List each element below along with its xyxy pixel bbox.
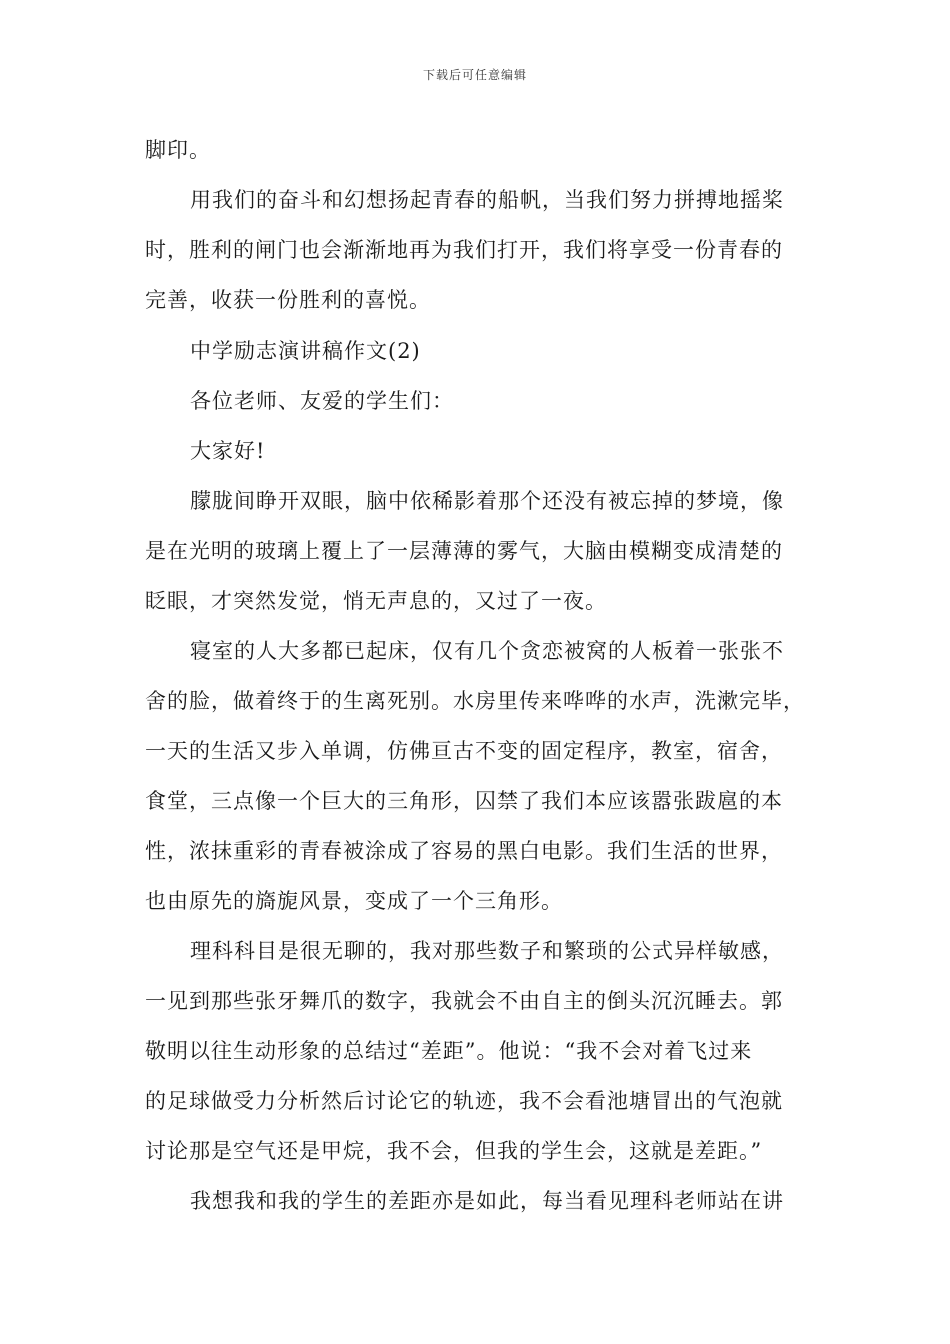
text-line: 一见到那些张牙舞爪的数字，我就会不由自主的倒头沉沉睡去。郭	[145, 989, 783, 1013]
text-line: 食堂，三点像一个巨大的三角形，囚禁了我们本应该嚣张跋扈的本	[145, 789, 783, 813]
text-line: 是在光明的玻璃上覆上了一层薄薄的雾气，大脑由模糊变成清楚的	[145, 539, 783, 563]
text-line: 讨论那是空气还是甲烷，我不会，但我的学生会，这就是差距。”	[145, 1139, 763, 1163]
page-header: 下载后可任意编辑	[422, 68, 527, 82]
text-line: 脚印。	[145, 138, 211, 162]
text-line: 寝室的人大多都已起床，仅有几个贪恋被窝的人板着一张张不	[190, 639, 784, 663]
text-line: 我想我和我的学生的差距亦是如此，每当看见理科老师站在讲	[190, 1189, 784, 1213]
text-line: 一天的生活又步入单调，仿佛亘古不变的固定程序，教室，宿舍，	[145, 739, 783, 763]
text-line: 的足球做受力分析然后讨论它的轨迹，我不会看池塘冒出的气泡就	[145, 1089, 783, 1113]
text-line: 用我们的奋斗和幻想扬起青春的船帆，当我们努力拼搏地摇桨	[190, 188, 784, 212]
text-line: 时，胜利的闸门也会渐渐地再为我们打开，我们将享受一份青春的	[145, 238, 783, 262]
text-line: 朦胧间睁开双眼，脑中依稀影着那个还没有被忘掉的梦境，像	[190, 489, 784, 513]
text-line: 敬明以往生动形象的总结过“差距”。他说：“我不会对着飞过来	[145, 1039, 753, 1063]
text-line: 也由原先的旖旎风景，变成了一个三角形。	[145, 889, 563, 913]
text-line: 理科科目是很无聊的，我对那些数子和繁琐的公式异样敏感，	[190, 939, 784, 963]
text-line: 完善，收获一份胜利的喜悦。	[145, 288, 431, 312]
text-line: 眨眼，才突然发觉，悄无声息的，又过了一夜。	[145, 589, 607, 613]
text-line: 各位老师、友爱的学生们：	[190, 389, 454, 413]
section-title: 中学励志演讲稿作文(2)	[190, 339, 421, 363]
text-line: 大家好!	[190, 439, 266, 463]
text-line: 舍的脸，做着终于的生离死别。水房里传来哗哗的水声，洗漱完毕，	[145, 689, 805, 713]
text-line: 性，浓抹重彩的青春被涂成了容易的黑白电影。我们生活的世界，	[145, 839, 783, 863]
